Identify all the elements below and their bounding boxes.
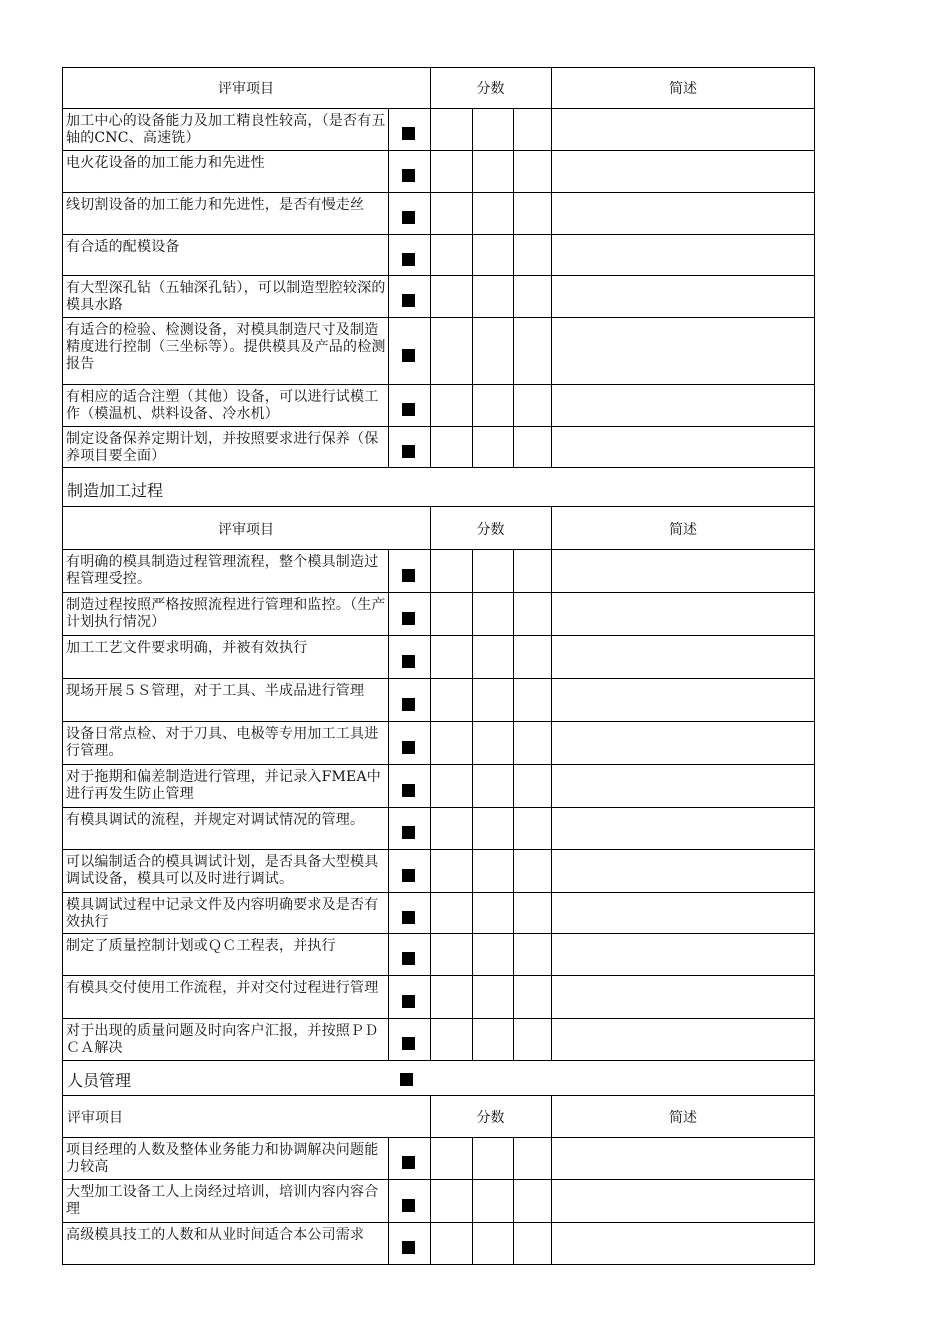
- desc-cell[interactable]: [551, 722, 815, 765]
- table-row: [62, 385, 815, 427]
- score-cell[interactable]: [513, 1180, 551, 1223]
- header-desc: 简述: [669, 521, 697, 538]
- desc-cell[interactable]: [551, 934, 815, 976]
- desc-cell[interactable]: [551, 109, 815, 151]
- review-item-text: 电火花设备的加工能力和先进性: [66, 155, 265, 171]
- score-cell[interactable]: [513, 427, 551, 468]
- header-desc: 简述: [669, 1110, 697, 1126]
- review-item-text: 项目经理的人数及整体业务能力和协调解决问题能力较高: [66, 1142, 379, 1175]
- score-cell[interactable]: [472, 1138, 513, 1180]
- score-cell[interactable]: [472, 235, 513, 276]
- score-cell[interactable]: [513, 808, 551, 850]
- score-cell[interactable]: [430, 679, 472, 722]
- score-cell[interactable]: [472, 636, 513, 679]
- checkbox-marker[interactable]: [402, 169, 415, 182]
- desc-cell[interactable]: [551, 765, 815, 808]
- review-item-text: 有适合的检验、检测设备，对模具制造尺寸及制造精度进行控制（三坐标等）。提供模具及产品的检测报告: [66, 322, 386, 372]
- table-row: [62, 1223, 815, 1265]
- table-row: [62, 550, 815, 593]
- checkbox-marker[interactable]: [402, 869, 415, 882]
- review-item-text: 有大型深孔钻（五轴深孔钻），可以制造型腔较深的模具水路: [66, 280, 386, 313]
- score-cell[interactable]: [472, 193, 513, 235]
- score-cell[interactable]: [472, 934, 513, 976]
- score-cell[interactable]: [513, 765, 551, 808]
- score-cell[interactable]: [513, 934, 551, 976]
- checkbox-marker[interactable]: [402, 253, 415, 266]
- header-desc: 简述: [669, 81, 697, 97]
- header-item: 评审项目: [67, 1110, 123, 1126]
- score-cell[interactable]: [513, 385, 551, 427]
- review-item-text: 可以编制适合的模具调试计划，是否具备大型模具调试设备，模具可以及时进行调试。: [66, 854, 379, 887]
- review-item-text: 现场开展５Ｓ管理，对于工具、半成品进行管理: [66, 683, 365, 699]
- header-score: 分数: [476, 521, 505, 538]
- table-row: [62, 1019, 815, 1061]
- score-cell[interactable]: [430, 276, 472, 318]
- review-item-text: 有模具交付使用工作流程，并对交付过程进行管理: [66, 980, 379, 996]
- score-cell[interactable]: [430, 385, 472, 427]
- review-item-text: 对于出现的质量问题及时向客户汇报，并按照ＰＤＣＡ解决: [66, 1023, 379, 1056]
- score-cell[interactable]: [513, 976, 551, 1019]
- table-row: [62, 193, 815, 235]
- checkbox-marker[interactable]: [402, 211, 415, 224]
- audit-table: [62, 67, 815, 1265]
- score-cell[interactable]: [430, 318, 472, 385]
- score-cell[interactable]: [430, 636, 472, 679]
- desc-cell[interactable]: [551, 235, 815, 276]
- score-cell[interactable]: [472, 550, 513, 593]
- score-cell[interactable]: [430, 109, 472, 151]
- checkbox-marker[interactable]: [402, 1199, 415, 1212]
- table-row: [62, 427, 815, 468]
- desc-cell[interactable]: [551, 1019, 815, 1061]
- score-cell[interactable]: [472, 976, 513, 1019]
- checkbox-marker[interactable]: [402, 569, 415, 582]
- header-item: 评审项目: [218, 521, 274, 538]
- review-item-text: 大型加工设备工人上岗经过培训，培训内容内容合理: [66, 1184, 379, 1217]
- section-title-row: [62, 1061, 815, 1096]
- score-cell[interactable]: [430, 765, 472, 808]
- score-cell[interactable]: [513, 235, 551, 276]
- checkbox-marker[interactable]: [402, 1156, 415, 1169]
- desc-cell[interactable]: [551, 193, 815, 235]
- section-title-row: [62, 468, 815, 507]
- checkbox-marker[interactable]: [402, 698, 415, 711]
- personnel-rows: [62, 1138, 815, 1265]
- score-cell[interactable]: [513, 109, 551, 151]
- table-row: [62, 1138, 815, 1180]
- score-cell[interactable]: [472, 1019, 513, 1061]
- review-item-text: 有模具调试的流程，并规定对调试情况的管理。: [66, 812, 365, 828]
- score-cell[interactable]: [430, 1019, 472, 1061]
- score-cell[interactable]: [513, 276, 551, 318]
- score-cell[interactable]: [513, 893, 551, 934]
- score-cell[interactable]: [472, 276, 513, 318]
- review-item-text: 有明确的模具制造过程管理流程，整个模具制造过程管理受控。: [66, 554, 379, 587]
- checkbox-marker[interactable]: [402, 952, 415, 965]
- score-cell[interactable]: [430, 1138, 472, 1180]
- table-row: [62, 1180, 815, 1223]
- table-row: [62, 235, 815, 276]
- checkbox-marker[interactable]: [402, 294, 415, 307]
- table-header-row: [62, 1096, 815, 1138]
- checkbox-marker[interactable]: [402, 612, 415, 625]
- review-item-text: 高级模具技工的人数和从业时间适合本公司需求: [66, 1227, 365, 1243]
- score-cell[interactable]: [513, 550, 551, 593]
- review-item-text: 加工工艺文件要求明确，并被有效执行: [66, 640, 308, 656]
- table-row: [62, 893, 815, 934]
- desc-cell[interactable]: [551, 850, 815, 893]
- desc-cell[interactable]: [551, 385, 815, 427]
- checkbox-marker[interactable]: [402, 741, 415, 754]
- section-title: 人员管理: [67, 1071, 132, 1090]
- desc-cell[interactable]: [551, 1138, 815, 1180]
- review-item-text: 制定设备保养定期计划，并按照要求进行保养（保养项目要全面）: [66, 431, 379, 464]
- score-cell[interactable]: [430, 1180, 472, 1223]
- desc-cell[interactable]: [551, 1223, 815, 1265]
- checkbox-marker[interactable]: [402, 1241, 415, 1254]
- checkbox-marker[interactable]: [402, 445, 415, 458]
- section-title: 制造加工过程: [67, 481, 164, 500]
- desc-cell[interactable]: [551, 276, 815, 318]
- table-header-row: [62, 67, 815, 109]
- score-cell[interactable]: [472, 679, 513, 722]
- score-cell[interactable]: [430, 850, 472, 893]
- score-cell[interactable]: [513, 1019, 551, 1061]
- score-cell[interactable]: [513, 722, 551, 765]
- checkbox-marker[interactable]: [402, 403, 415, 416]
- score-cell[interactable]: [430, 151, 472, 193]
- score-cell[interactable]: [472, 109, 513, 151]
- review-item-text: 模具调试过程中记录文件及内容明确要求及是否有效执行: [66, 897, 379, 930]
- table-row: [62, 636, 815, 679]
- header-item: 评审项目: [218, 81, 274, 97]
- score-cell[interactable]: [472, 385, 513, 427]
- score-cell[interactable]: [430, 1223, 472, 1265]
- score-cell[interactable]: [513, 1138, 551, 1180]
- score-cell[interactable]: [472, 427, 513, 468]
- score-cell[interactable]: [430, 808, 472, 850]
- review-item-text: 对于拖期和偏差制造进行管理，并记录入FMEA中进行再发生防止管理: [66, 769, 381, 802]
- desc-cell[interactable]: [551, 636, 815, 679]
- checkbox-marker[interactable]: [402, 784, 415, 797]
- score-cell[interactable]: [513, 636, 551, 679]
- review-item-text: 加工中心的设备能力及加工精良性较高，（是否有五轴的CNC、高速铣）: [66, 113, 386, 146]
- checkbox-marker[interactable]: [402, 655, 415, 668]
- review-item-text: 线切割设备的加工能力和先进性，是否有慢走丝: [66, 197, 365, 213]
- score-cell[interactable]: [513, 193, 551, 235]
- score-cell[interactable]: [430, 934, 472, 976]
- score-cell[interactable]: [430, 976, 472, 1019]
- score-cell[interactable]: [472, 1180, 513, 1223]
- score-cell[interactable]: [513, 318, 551, 385]
- table-row: [62, 976, 815, 1019]
- review-item-text: 有合适的配模设备: [66, 239, 180, 255]
- table-row: [62, 276, 815, 318]
- score-cell[interactable]: [513, 1223, 551, 1265]
- table-row: [62, 808, 815, 850]
- table-row: [62, 318, 815, 385]
- checkbox-marker[interactable]: [402, 1037, 415, 1050]
- checkbox-marker[interactable]: [402, 127, 415, 140]
- score-cell[interactable]: [430, 427, 472, 468]
- review-item-text: 设备日常点检、对于刀具、电极等专用加工工具进行管理。: [66, 726, 379, 759]
- desc-cell[interactable]: [551, 593, 815, 636]
- score-cell[interactable]: [430, 550, 472, 593]
- checkbox-marker[interactable]: [402, 911, 415, 924]
- desc-cell[interactable]: [551, 151, 815, 193]
- score-cell[interactable]: [472, 808, 513, 850]
- score-cell[interactable]: [430, 235, 472, 276]
- score-cell[interactable]: [472, 893, 513, 934]
- score-cell[interactable]: [472, 593, 513, 636]
- score-cell[interactable]: [513, 593, 551, 636]
- review-item-text: 有相应的适合注塑（其他）设备，可以进行试模工作（模温机、烘料设备、冷水机）: [66, 389, 379, 422]
- score-cell[interactable]: [430, 193, 472, 235]
- desc-cell[interactable]: [551, 427, 815, 468]
- header-score: 分数: [476, 81, 505, 97]
- table-row: [62, 722, 815, 765]
- table-row: [62, 934, 815, 976]
- desc-cell[interactable]: [551, 893, 815, 934]
- score-cell[interactable]: [430, 593, 472, 636]
- desc-cell[interactable]: [551, 550, 815, 593]
- score-cell[interactable]: [472, 318, 513, 385]
- score-cell[interactable]: [513, 850, 551, 893]
- score-cell[interactable]: [472, 722, 513, 765]
- table-row: [62, 679, 815, 722]
- checkbox-marker[interactable]: [402, 995, 415, 1008]
- score-cell[interactable]: [513, 679, 551, 722]
- table-header-row: [62, 507, 815, 550]
- table-row: [62, 151, 815, 193]
- review-item-text: 制造过程按照严格按照流程进行管理和监控。（生产计划执行情况）: [66, 597, 386, 630]
- equipment-rows: [62, 109, 815, 468]
- score-cell[interactable]: [472, 151, 513, 193]
- desc-cell[interactable]: [551, 808, 815, 850]
- header-score: 分数: [476, 1110, 505, 1126]
- score-cell[interactable]: [472, 765, 513, 808]
- score-cell[interactable]: [513, 151, 551, 193]
- desc-cell[interactable]: [551, 976, 815, 1019]
- score-cell[interactable]: [472, 850, 513, 893]
- table-row: [62, 109, 815, 151]
- table-row: [62, 850, 815, 893]
- checkbox-marker[interactable]: [400, 1073, 413, 1086]
- score-cell[interactable]: [430, 893, 472, 934]
- review-item-text: 制定了质量控制计划或ＱＣ工程表，并执行: [66, 938, 336, 954]
- desc-cell[interactable]: [551, 679, 815, 722]
- table-row: [62, 765, 815, 808]
- score-cell[interactable]: [430, 722, 472, 765]
- desc-cell[interactable]: [551, 318, 815, 385]
- checkbox-marker[interactable]: [402, 349, 415, 362]
- score-cell[interactable]: [472, 1223, 513, 1265]
- table-row: [62, 593, 815, 636]
- desc-cell[interactable]: [551, 1180, 815, 1223]
- process-rows: [62, 550, 815, 1061]
- checkbox-marker[interactable]: [402, 826, 415, 839]
